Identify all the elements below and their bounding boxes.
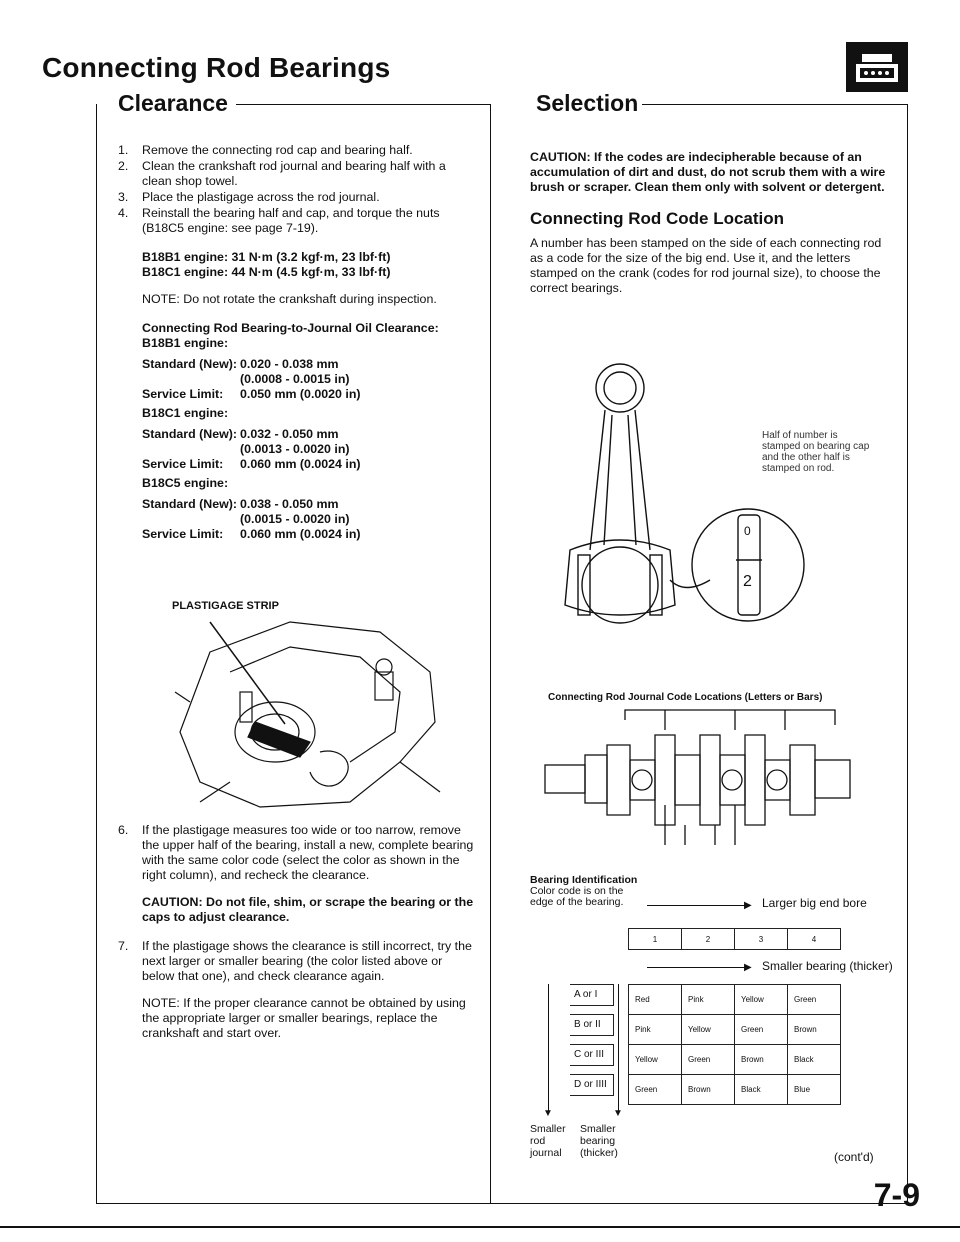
color-row [629,1045,841,1075]
journal-code: D or IIII [570,1074,614,1096]
color-cell: Black [735,1075,788,1105]
svc-label: Service Limit: [142,527,224,541]
color-cell: Black [788,1045,841,1075]
step-2: 2. Clean the crankshaft rod journal and bearing half with a clean shop towel. [118,159,446,188]
std-label: Standard (New): [142,427,237,441]
bore-code: 3 [735,929,788,950]
column-divider [490,104,491,1204]
bottom-rule [0,1226,960,1228]
selection-caution: CAUTION: If the codes are indecipherable because of an accumulation of dirt and dust, do not scrub them with a wire brush or scraper. Clean them only with solvent or detergent. [530,150,886,194]
step-3: 3. Place the plastigage across the rod journal. [118,190,380,204]
bearing-id-text: Color code is on the edge of the bearing. [530,885,624,908]
color-cell: Green [629,1075,682,1105]
arrow-right-icon: ▶ [744,900,752,911]
svg-text:2: 2 [743,573,752,590]
code-location-body: A number has been stamped on the side of each connecting rod as a code for the size of the big end. Use it, and the letters stamped on the crank (codes for rod journal size), to choose the correct bearings. [530,236,882,295]
bore-code: 2 [682,929,735,950]
torque-b18b1: B18B1 engine: 31 N·m (3.2 kgf·m, 23 lbf·ft) [142,250,391,264]
left-bottom-rule [96,1203,490,1204]
svg-text:0: 0 [744,524,751,538]
bearing-id-title: Bearing Identification [530,874,638,886]
engine-name: B18B1 engine: [142,336,229,350]
color-row [629,985,841,1015]
note-replace-crank: NOTE: If the proper clearance cannot be obtained by using the appropriate larger or smaller bearings, replace the crankshaft and start over. [142,996,466,1040]
plastigage-illustration [170,612,450,812]
clearance-heading-rule [236,104,490,105]
selection-heading-rule [642,104,907,105]
arrow-right-icon: ▶ [744,962,752,973]
continued-label: (cont'd) [834,1150,874,1164]
bore-code: 4 [788,929,841,950]
color-cell: Green [735,1015,788,1045]
bearing-id-block [530,875,640,908]
crankshaft-illustration [535,705,890,855]
selection-heading: Selection [536,90,639,116]
arrow-down-icon: ▼ [613,1108,623,1119]
code-location-heading: Connecting Rod Code Location [530,209,785,228]
rod-code-detail-icon [688,490,808,640]
svc-label: Service Limit: [142,457,224,471]
color-cell: Yellow [682,1015,735,1045]
std-value: 0.038 - 0.050 mm [240,497,339,511]
std-inch: (0.0008 - 0.0015 in) [240,372,350,386]
color-cell: Blue [788,1075,841,1105]
step-1: 1. Remove the connecting rod cap and bearing half. [118,143,413,157]
smaller-bearing-label: Smaller bearing (thicker) [762,959,893,973]
bore-code-row [628,928,841,950]
step-6: 6. If the plastigage measures too wide or too narrow, remove the upper half of the bearing, install a new, complete bearing with the same color code (select the color as shown in the right column), and recheck the clearance. [118,823,474,882]
clearance-lower [118,823,474,1041]
crank-caption: Connecting Rod Journal Code Locations (Letters or Bars) [548,692,823,703]
step-4: 4. Reinstall the bearing half and cap, and torque the nuts (B18C5 engine: see page 7-19). [118,206,440,235]
color-cell: Yellow [735,985,788,1015]
color-cell: Brown [788,1015,841,1045]
color-cell: Pink [629,1015,682,1045]
plastigage-label: PLASTIGAGE STRIP [172,600,279,612]
engine-name: B18C1 engine: [142,406,229,420]
spec-engine-1 [142,336,474,402]
svc-value: 0.060 mm (0.0024 in) [240,457,361,471]
std-value: 0.020 - 0.038 mm [240,357,339,371]
larger-big-end-label: Larger big end bore [762,896,867,910]
color-cell: Brown [682,1075,735,1105]
down-arrow-line-right [618,984,619,1112]
std-label: Standard (New): [142,497,237,511]
engine-icon [846,42,908,92]
left-column-border [96,104,97,1204]
color-row [629,1015,841,1045]
engine-name: B18C5 engine: [142,476,229,490]
step-7: 7. If the plastigage shows the clearance is still incorrect, try the next larger or smaller bearing (the color listed above or below that one), and check clearance again. [118,939,472,983]
color-cell: Brown [735,1045,788,1075]
smaller-bearing-thicker-label: Smaller bearing (thicker) [580,1123,618,1159]
color-row [629,1075,841,1105]
spec-title: Connecting Rod Bearing-to-Journal Oil Clearance: [142,321,439,335]
torque-b18c1: B18C1 engine: 44 N·m (4.5 kgf·m, 33 lbf·ft) [142,265,391,279]
clearance-steps [118,143,474,236]
spec-engine-3 [142,476,474,542]
color-cell: Pink [682,985,735,1015]
journal-code: A or I [570,984,614,1006]
selection-column [530,150,894,296]
smaller-rod-journal-label: Smaller rod journal [530,1123,566,1159]
svc-label: Service Limit: [142,387,224,401]
page-number: 7-9 [873,1177,920,1213]
arrow-down-icon: ▼ [543,1108,553,1119]
color-cell: Yellow [629,1045,682,1075]
larger-arrow-line [647,905,747,906]
color-cell: Green [682,1045,735,1075]
journal-code: C or III [570,1044,614,1066]
note-rotate: NOTE: Do not rotate the crankshaft during inspection. [142,292,437,306]
std-inch: (0.0015 - 0.0020 in) [240,512,350,526]
right-column-border [907,104,908,1204]
clearance-column [118,143,474,542]
svc-value: 0.060 mm (0.0024 in) [240,527,361,541]
color-cell: Red [629,985,682,1015]
color-cell: Green [788,985,841,1015]
bore-code: 1 [629,929,682,950]
std-value: 0.032 - 0.050 mm [240,427,339,441]
rod-code-note: Half of number is stamped on bearing cap and the other half is stamped on rod. [762,430,870,474]
journal-code: B or II [570,1014,614,1036]
smaller-arrow-line [647,967,747,968]
std-inch: (0.0013 - 0.0020 in) [240,442,350,456]
clearance-heading: Clearance [118,90,228,116]
spec-engine-2 [142,406,474,472]
svc-value: 0.050 mm (0.0020 in) [240,387,361,401]
std-label: Standard (New): [142,357,237,371]
caution-file-shim: CAUTION: Do not file, shim, or scrape the bearing or the caps to adjust clearance. [142,895,474,924]
down-arrow-line-left [548,984,549,1112]
bearing-color-table [628,984,841,1105]
right-bottom-rule [490,1203,907,1204]
page-title: Connecting Rod Bearings [42,52,391,83]
